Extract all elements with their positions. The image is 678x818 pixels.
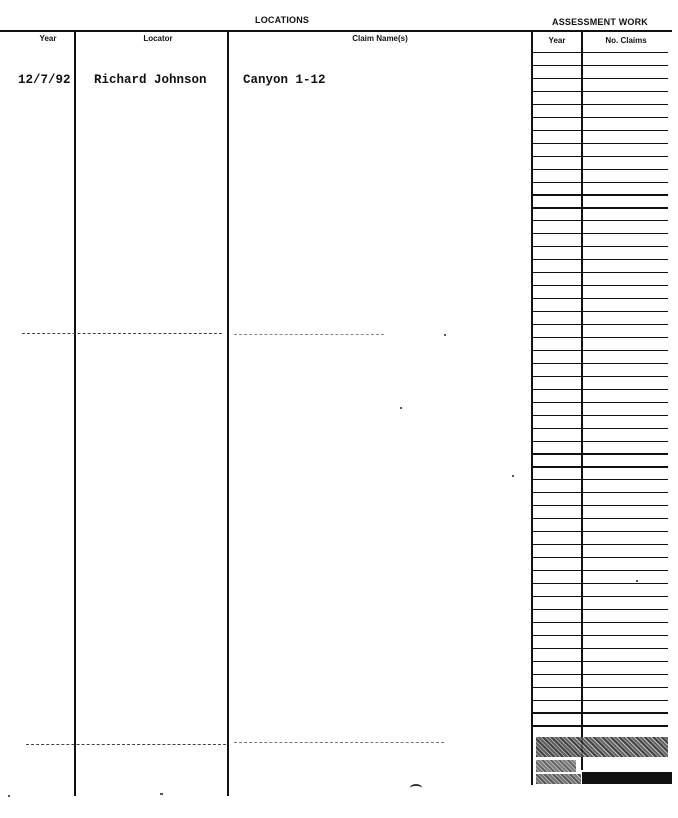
entry-locator: Richard Johnson: [94, 73, 207, 87]
assessment-row-line: [532, 712, 668, 713]
assessment-row-line: [532, 311, 668, 312]
assessment-row-line: [532, 337, 668, 338]
assessment-row-line: [532, 117, 668, 118]
assessment-row-line: [532, 428, 668, 429]
assessment-row-line: [532, 700, 668, 701]
assessment-row-line: [532, 441, 668, 442]
assessment-row-line: [532, 402, 668, 403]
scan-speck: [160, 793, 163, 795]
assessment-row-line: [532, 246, 668, 247]
assessment-row-line: [532, 635, 668, 636]
assessment-row-line: [532, 52, 668, 53]
col-claim-names: Claim Name(s): [352, 34, 408, 43]
entry-claim: Canyon 1-12: [243, 73, 326, 87]
assessment-row-line: [532, 194, 668, 195]
assessment-row-line: [532, 544, 668, 545]
assessment-row-line: [532, 648, 668, 649]
assessment-row-line: [532, 687, 668, 688]
scan-dashed-line: [234, 742, 444, 743]
assessment-row-line: [532, 169, 668, 170]
assessment-row-line: [532, 350, 668, 351]
scan-speck: [512, 475, 514, 477]
assessment-row-line: [532, 570, 668, 571]
assessment-row-line: [532, 492, 668, 493]
assessment-row-line: [532, 156, 668, 157]
scan-mark: [410, 784, 422, 792]
assessment-row-line: [532, 415, 668, 416]
assessment-row-line: [532, 104, 668, 105]
assessment-row-line: [532, 376, 668, 377]
assessment-work-title: ASSESSMENT WORK: [552, 17, 649, 27]
col-divider-year: [74, 30, 76, 796]
entry-date: 12/7/92: [18, 73, 71, 87]
assessment-row-line: [532, 324, 668, 325]
assessment-row-line: [532, 557, 668, 558]
assessment-row-line: [532, 272, 668, 273]
scan-speck: [444, 334, 446, 336]
scan-speck: [8, 795, 10, 797]
scan-dashed-line: [26, 744, 226, 745]
assessment-row-line: [532, 78, 668, 79]
assessment-row-line: [532, 725, 668, 726]
assessment-row-line: [532, 389, 668, 390]
assessment-row-line: [532, 363, 668, 364]
scan-smudge: [536, 760, 576, 772]
assessment-row-line: [532, 220, 668, 221]
assessment-row-line: [532, 65, 668, 66]
scan-dashed-line: [22, 333, 222, 334]
assessment-row-line: [532, 130, 668, 131]
assessment-row-line: [532, 298, 668, 299]
assessment-row-line: [532, 479, 668, 480]
col-locator: Locator: [143, 34, 173, 43]
scan-speck: [400, 407, 402, 409]
assessment-row-line: [532, 182, 668, 183]
assessment-row-line: [532, 233, 668, 234]
assessment-row-line: [532, 583, 668, 584]
assessment-row-line: [532, 674, 668, 675]
locations-title: LOCATIONS: [255, 15, 310, 25]
col-assess-year: Year: [548, 36, 566, 45]
assessment-row-line: [532, 453, 668, 454]
header-rule: [0, 30, 672, 32]
assessment-row-line: [532, 531, 668, 532]
scan-smudge-dark: [582, 772, 672, 784]
assessment-row-line: [532, 505, 668, 506]
assessment-row-line: [532, 91, 668, 92]
col-no-claims: No. Claims: [605, 36, 647, 45]
assessment-row-line: [532, 143, 668, 144]
scan-smudge: [536, 774, 581, 784]
assessment-row-line: [532, 518, 668, 519]
assessment-row-line: [532, 259, 668, 260]
col-divider-locator: [227, 30, 229, 796]
assessment-row-line: [532, 596, 668, 597]
assessment-row-line: [532, 661, 668, 662]
assessment-row-line: [532, 622, 668, 623]
assessment-row-line: [532, 609, 668, 610]
col-year: Year: [39, 34, 57, 43]
assessment-row-line: [532, 466, 668, 467]
scan-speck: [636, 580, 638, 582]
col-divider-assess: [581, 30, 583, 770]
assessment-row-line: [532, 207, 668, 208]
scan-smudge: [536, 737, 668, 757]
scan-dashed-line: [234, 334, 384, 335]
assessment-row-line: [532, 285, 668, 286]
